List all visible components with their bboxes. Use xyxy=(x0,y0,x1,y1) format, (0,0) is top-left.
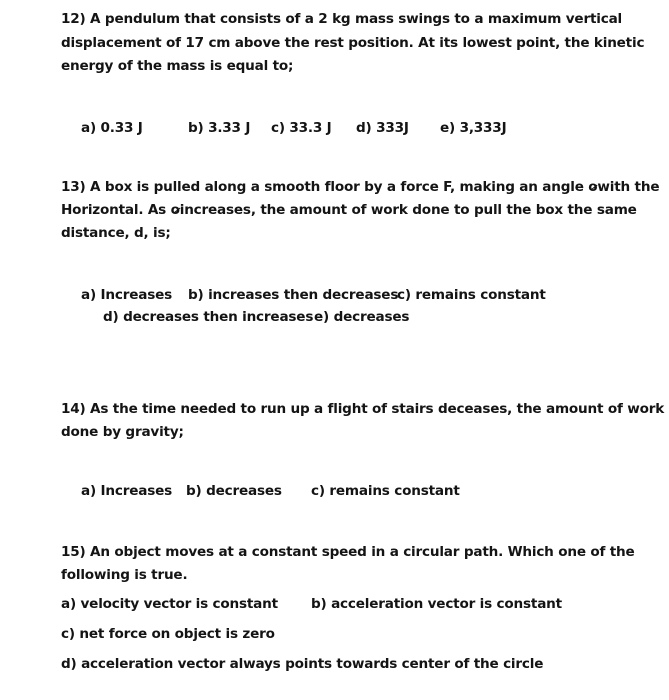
q15-line-2: following is true. xyxy=(61,567,188,583)
q13-line-3: distance, d, is; xyxy=(61,225,171,241)
q12-option-d: d) 333J xyxy=(356,120,409,136)
q14-option-a: a) Increases xyxy=(81,483,173,499)
theta-symbol: o xyxy=(171,199,180,221)
q14-line-2: done by gravity; xyxy=(61,424,184,440)
q13-line-2-end: increases, the amount of work done to pull the box the same xyxy=(179,202,637,218)
q13-option-a: a) Increases xyxy=(81,287,173,303)
q14-option-b: b) decreases xyxy=(186,483,282,499)
q13-line-1-start: 13) A box is pulled along a smooth floor by a force F, making an angle xyxy=(61,179,589,195)
q13-option-e: e) decreases xyxy=(314,309,410,325)
q13-line-1-end: with the xyxy=(597,179,660,195)
q12-option-a: a) 0.33 J xyxy=(81,120,143,136)
q12-option-c: c) 33.3 J xyxy=(271,120,332,136)
q14-line-1: 14) As the time needed to run up a flight of stairs deceases, the amount of work xyxy=(61,401,665,417)
q13-line-2-start: Horizontal. As xyxy=(61,202,171,218)
q12-line-3: energy of the mass is equal to; xyxy=(61,58,294,74)
q15-option-c: c) net force on object is zero xyxy=(61,626,275,642)
q15-option-d: d) acceleration vector always points towards center of the circle xyxy=(61,656,544,672)
q12-line-1: 12) A pendulum that consists of a 2 kg mass swings to a maximum vertical xyxy=(61,11,622,27)
q12-line-2: displacement of 17 cm above the rest position. At its lowest point, the kinetic xyxy=(61,35,645,51)
q15-option-b: b) acceleration vector is constant xyxy=(311,596,562,612)
q15-option-a: a) velocity vector is constant xyxy=(61,596,278,612)
theta-symbol: o xyxy=(588,176,597,198)
q13-option-c: c) remains constant xyxy=(397,287,546,303)
q13-line-1 xyxy=(61,176,659,198)
q15-line-1: 15) An object moves at a constant speed in a circular path. Which one of the xyxy=(61,544,635,560)
q12-option-b: b) 3.33 J xyxy=(188,120,251,136)
q14-option-c: c) remains constant xyxy=(311,483,460,499)
q13-option-d: d) decreases then increases xyxy=(103,309,314,325)
q13-option-b: b) increases then decreases xyxy=(188,287,399,303)
q12-option-e: e) 3,333J xyxy=(440,120,507,136)
q13-line-2 xyxy=(61,199,637,221)
